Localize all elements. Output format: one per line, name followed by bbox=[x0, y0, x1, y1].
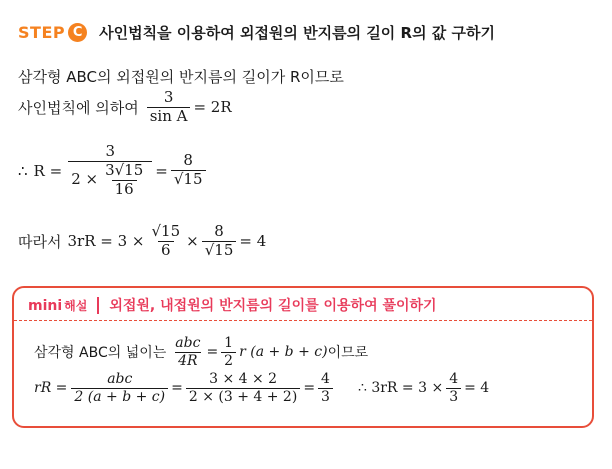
line3-lhs: R = bbox=[33, 161, 63, 180]
mini-line2-fraction-2 bbox=[186, 372, 300, 404]
mini-line2-therefore: ∴ 3rR = 3 × bbox=[357, 380, 444, 397]
solution-line-2 bbox=[18, 90, 232, 125]
mini-tag-sub: 해설 bbox=[64, 298, 88, 313]
mini-line2-lhs: rR = bbox=[34, 380, 68, 397]
mini-line2-f1-num: abc bbox=[107, 371, 133, 387]
step-title: 사인법칙을 이용하여 외접원의 반지름의 길이 R의 값 구하기 bbox=[99, 24, 495, 42]
mini-explanation-box bbox=[12, 286, 594, 428]
line2-frac-num: 3 bbox=[163, 88, 174, 106]
mini-line2-f1-den: 2 (a + b + c) bbox=[71, 388, 168, 405]
line4-f2-den: √15 bbox=[202, 241, 237, 259]
line4-f2-num: 8 bbox=[214, 222, 224, 240]
line2-frac-den: sin A bbox=[147, 107, 191, 125]
therefore-symbol: ∴ bbox=[18, 161, 28, 180]
mini-line2-fraction-4 bbox=[446, 372, 461, 404]
mini-line2-fraction-3 bbox=[318, 372, 333, 404]
line3-fraction bbox=[68, 144, 152, 197]
line2-rhs: = 2R bbox=[193, 98, 232, 117]
line3-frac-den bbox=[68, 161, 152, 198]
mini-line1-num: abc bbox=[175, 335, 201, 351]
line3-res-den: √15 bbox=[171, 170, 206, 188]
solution-line-3 bbox=[18, 144, 209, 197]
mini-line1-half-den: 2 bbox=[221, 352, 236, 369]
line3-inner-num: 3√15 bbox=[105, 160, 144, 179]
line4-times: × bbox=[186, 232, 199, 251]
line4-prefix: 따라서 bbox=[18, 232, 62, 251]
mini-line1-half-num: 1 bbox=[224, 335, 234, 351]
mini-title: 외접원, 내접원의 반지름의 길이를 이용하여 풀이하기 bbox=[109, 298, 437, 314]
mini-separator bbox=[97, 297, 99, 314]
mini-tag bbox=[28, 297, 87, 314]
line3-den-mult: 2 × bbox=[71, 170, 99, 189]
line3-inner-den: 16 bbox=[112, 180, 137, 198]
line3-eq: = bbox=[155, 161, 168, 180]
line4-lhs: 3rR = 3 × bbox=[67, 232, 145, 251]
mini-line2-f2-den: 2 × (3 + 4 + 2) bbox=[186, 388, 300, 405]
mini-line2-f4-num: 4 bbox=[449, 371, 459, 387]
mini-line2-f3-num: 4 bbox=[321, 371, 330, 387]
mini-tag-text: mini bbox=[28, 297, 63, 314]
mini-line2-f2-num: 3 × 4 × 2 bbox=[209, 371, 278, 387]
mini-line2-eq1: = bbox=[171, 380, 183, 397]
mini-line1-prefix: 삼각형 ABC의 넓이는 bbox=[34, 345, 167, 362]
line2-prefix: 사인법칙에 의하여 bbox=[18, 98, 139, 117]
mini-line1-eq: = bbox=[206, 344, 219, 361]
solution-line-1 bbox=[18, 66, 344, 87]
step-heading bbox=[18, 22, 495, 43]
line4-f1-den: 6 bbox=[158, 241, 174, 259]
step-badge: C bbox=[68, 23, 87, 42]
line3-frac-num: 3 bbox=[105, 142, 115, 160]
mini-line2-eq2: = bbox=[303, 380, 316, 397]
line4-f1-num: √15 bbox=[151, 222, 181, 240]
mini-line2-fraction-1 bbox=[71, 372, 168, 404]
line4-rhs: = 4 bbox=[239, 232, 267, 251]
mini-line1-half bbox=[221, 336, 236, 368]
mini-line1-suffix: 이므로 bbox=[327, 345, 369, 362]
mini-line2-f4-den: 3 bbox=[446, 388, 461, 405]
mini-line1-rest: r (a + b + c) bbox=[239, 344, 328, 361]
line3-result-fraction bbox=[171, 153, 206, 188]
line3-res-num: 8 bbox=[183, 151, 193, 170]
mini-line2-f3-den: 3 bbox=[318, 388, 333, 405]
mini-header bbox=[28, 295, 437, 315]
mini-line1-fraction bbox=[172, 336, 203, 368]
line1-text: 삼각형 ABC의 외접원의 반지름의 길이가 R이므로 bbox=[18, 68, 344, 86]
mini-line1-den: 4R bbox=[175, 352, 200, 369]
line3-inner-fraction bbox=[102, 160, 146, 198]
line4-fraction-1 bbox=[148, 224, 183, 259]
mini-line-2 bbox=[34, 372, 489, 404]
mini-divider bbox=[14, 320, 592, 321]
mini-line2-rhs: = 4 bbox=[464, 380, 490, 397]
line4-fraction-2 bbox=[202, 224, 237, 259]
mini-line-1 bbox=[34, 336, 368, 368]
step-label: STEP bbox=[18, 23, 66, 42]
solution-line-4 bbox=[18, 224, 266, 259]
line2-fraction bbox=[147, 90, 191, 125]
